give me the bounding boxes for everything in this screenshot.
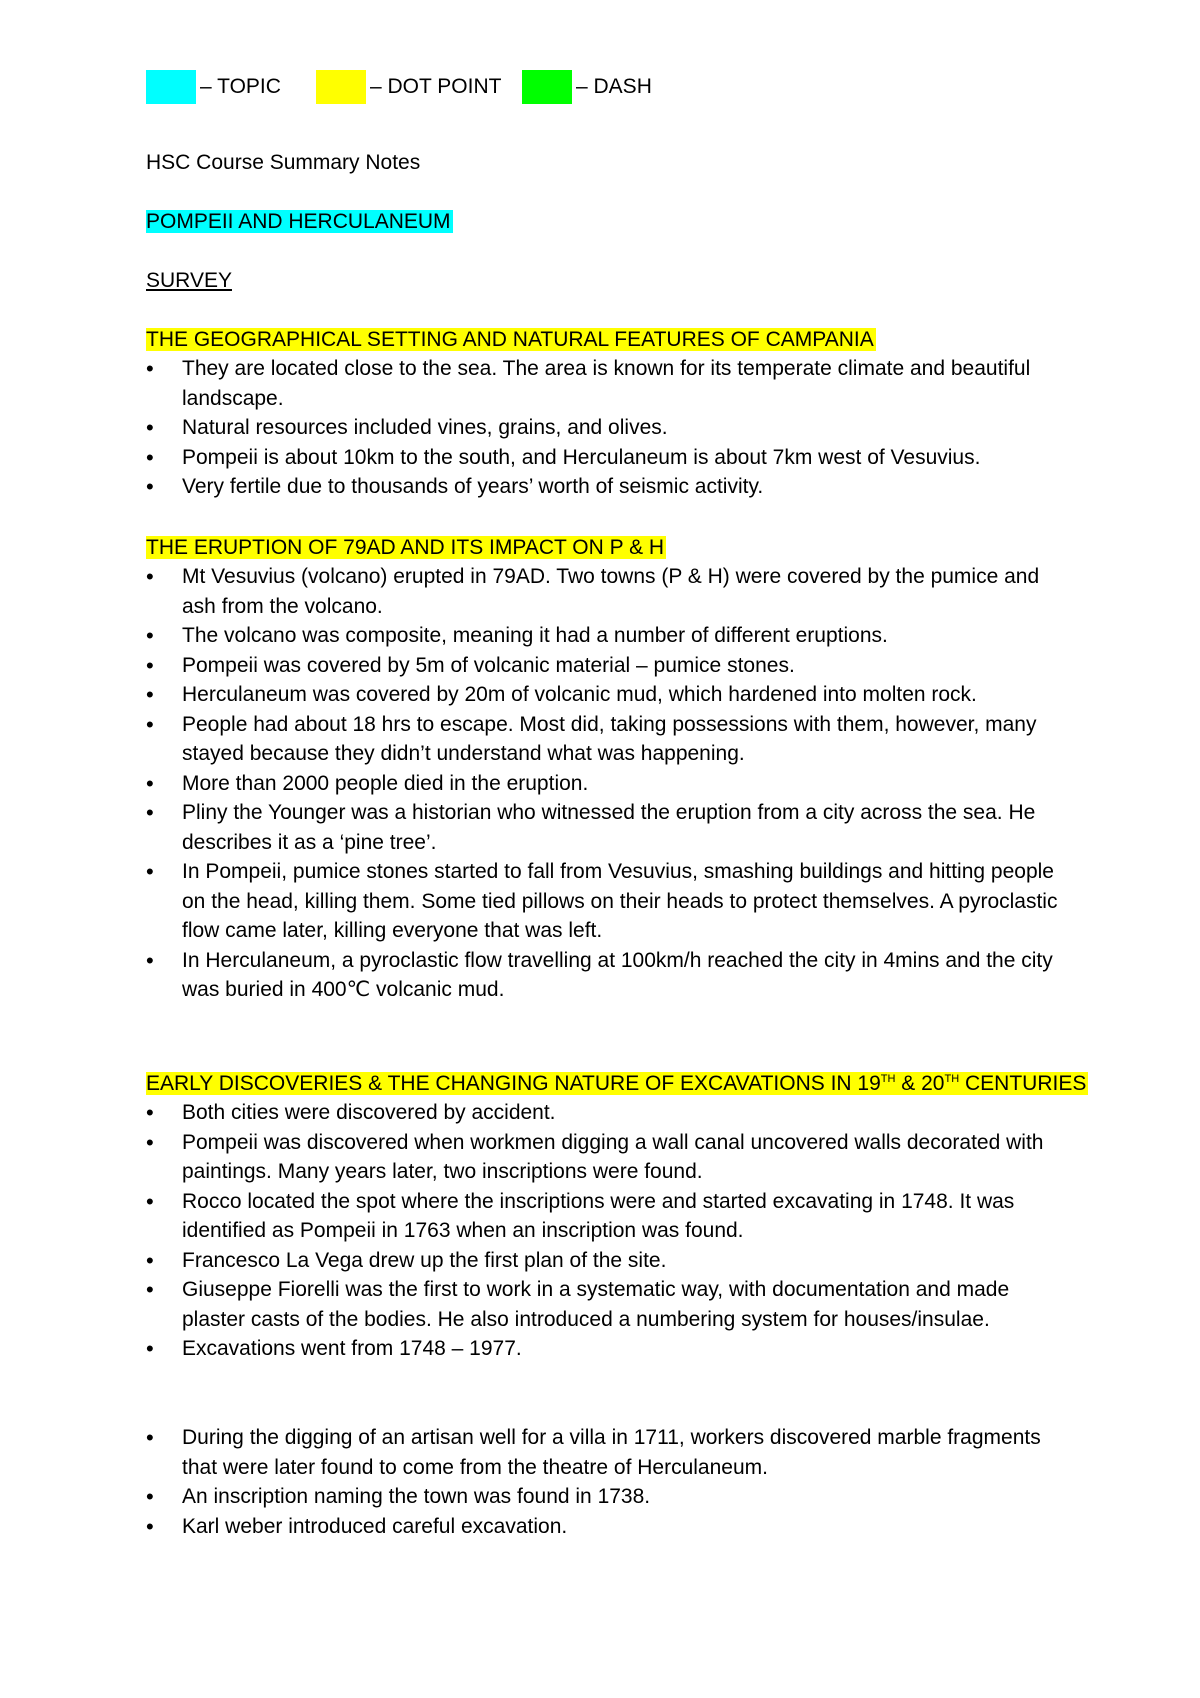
list-item: • Pompeii is about 10km to the south, and Herculaneum is about 7km west of Vesuvius. [146,443,1076,473]
legend-dot-point [316,70,522,104]
section-heading-geography-text: THE GEOGRAPHICAL SETTING AND NATURAL FEATURES OF CAMPANIA [146,328,874,351]
list-item: • Herculaneum was covered by 20m of volcanic mud, which hardened into molten rock. [146,680,1076,710]
legend-dash [522,70,652,104]
list-item: • Pliny the Younger was a historian who witnessed the eruption from a city across the sea. He describes it as a ‘pine tree’. [146,798,1076,857]
list-item: • Excavations went from 1748 – 1977. [146,1334,1076,1364]
list-item: • Both cities were discovered by accident. [146,1098,1076,1128]
section-heading-discoveries-text [146,1072,1088,1095]
list-item: • Francesco La Vega drew up the first plan of the site. [146,1246,1076,1276]
color-legend [146,70,652,104]
list-item: • Rocco located the spot where the inscriptions were and started excavating in 1748. It was identified as Pompeii in 1763 when an inscription was found. [146,1187,1076,1246]
section-label [146,268,232,294]
section-label-text: SURVEY [146,269,232,292]
bullet-list-geography [146,354,1076,502]
heading-superscript: TH [880,1073,896,1085]
list-item: • Very fertile due to thousands of years’ worth of seismic activity. [146,472,1076,502]
list-item: • They are located close to the sea. The area is known for its temperate climate and beautiful landscape. [146,354,1076,413]
section-heading-geography [146,327,876,353]
list-item: • In Pompeii, pumice stones started to fall from Vesuvius, smashing buildings and hitting people on the head, killing them. Some tied pillows on their heads to protect themselves. A pyroclastic flow came later, killing everyone that was left. [146,857,1076,946]
heading-part: CENTURIES [959,1072,1087,1095]
section-heading-discoveries [146,1071,1088,1097]
document-title [146,150,420,176]
list-item: • Karl weber introduced careful excavation. [146,1512,1076,1542]
list-item: • Pompeii was covered by 5m of volcanic material – pumice stones. [146,651,1076,681]
list-item: • The volcano was composite, meaning it had a number of different eruptions. [146,621,1076,651]
bullet-list-eruption [146,562,1076,1005]
bullet-list-herculaneum-discovery [146,1423,1076,1541]
legend-swatch-dot-point [316,70,366,104]
topic-heading [146,209,453,235]
legend-swatch-dash [522,70,572,104]
legend-swatch-topic [146,70,196,104]
document-title-text: HSC Course Summary Notes [146,151,421,174]
section-heading-eruption-text: THE ERUPTION OF 79AD AND ITS IMPACT ON P & H [146,536,665,559]
heading-superscript: TH [944,1073,960,1085]
bullet-list-discoveries [146,1098,1076,1364]
legend-label-dash: – DASH [576,75,652,98]
topic-heading-text: POMPEII AND HERCULANEUM [146,210,451,233]
heading-part: EARLY DISCOVERIES & THE CHANGING NATURE OF EXCAVATIONS IN 19 [146,1072,881,1095]
list-item: • In Herculaneum, a pyroclastic flow travelling at 100km/h reached the city in 4mins and the city was buried in 400℃ volcanic mud. [146,946,1076,1005]
list-item: • Mt Vesuvius (volcano) erupted in 79AD. Two towns (P & H) were covered by the pumice and ash from the volcano. [146,562,1076,621]
list-item: • During the digging of an artisan well for a villa in 1711, workers discovered marble fragments that were later found to come from the theatre of Herculaneum. [146,1423,1076,1482]
list-item: • People had about 18 hrs to escape. Most did, taking possessions with them, however, many stayed because they didn’t understand what was happening. [146,710,1076,769]
list-item: • More than 2000 people died in the eruption. [146,769,1076,799]
list-item: • Natural resources included vines, grains, and olives. [146,413,1076,443]
legend-label-dot-point: – DOT POINT [370,75,502,98]
legend-topic [146,70,316,104]
list-item: • Giuseppe Fiorelli was the first to work in a systematic way, with documentation and made plaster casts of the bodies. He also introduced a numbering system for houses/insulae. [146,1275,1076,1334]
section-heading-eruption [146,535,666,561]
heading-part: & 20 [895,1072,945,1095]
legend-label-topic: – TOPIC [200,75,281,98]
list-item: • An inscription naming the town was found in 1738. [146,1482,1076,1512]
list-item: • Pompeii was discovered when workmen digging a wall canal uncovered walls decorated with paintings. Many years later, two inscriptions were found. [146,1128,1076,1187]
